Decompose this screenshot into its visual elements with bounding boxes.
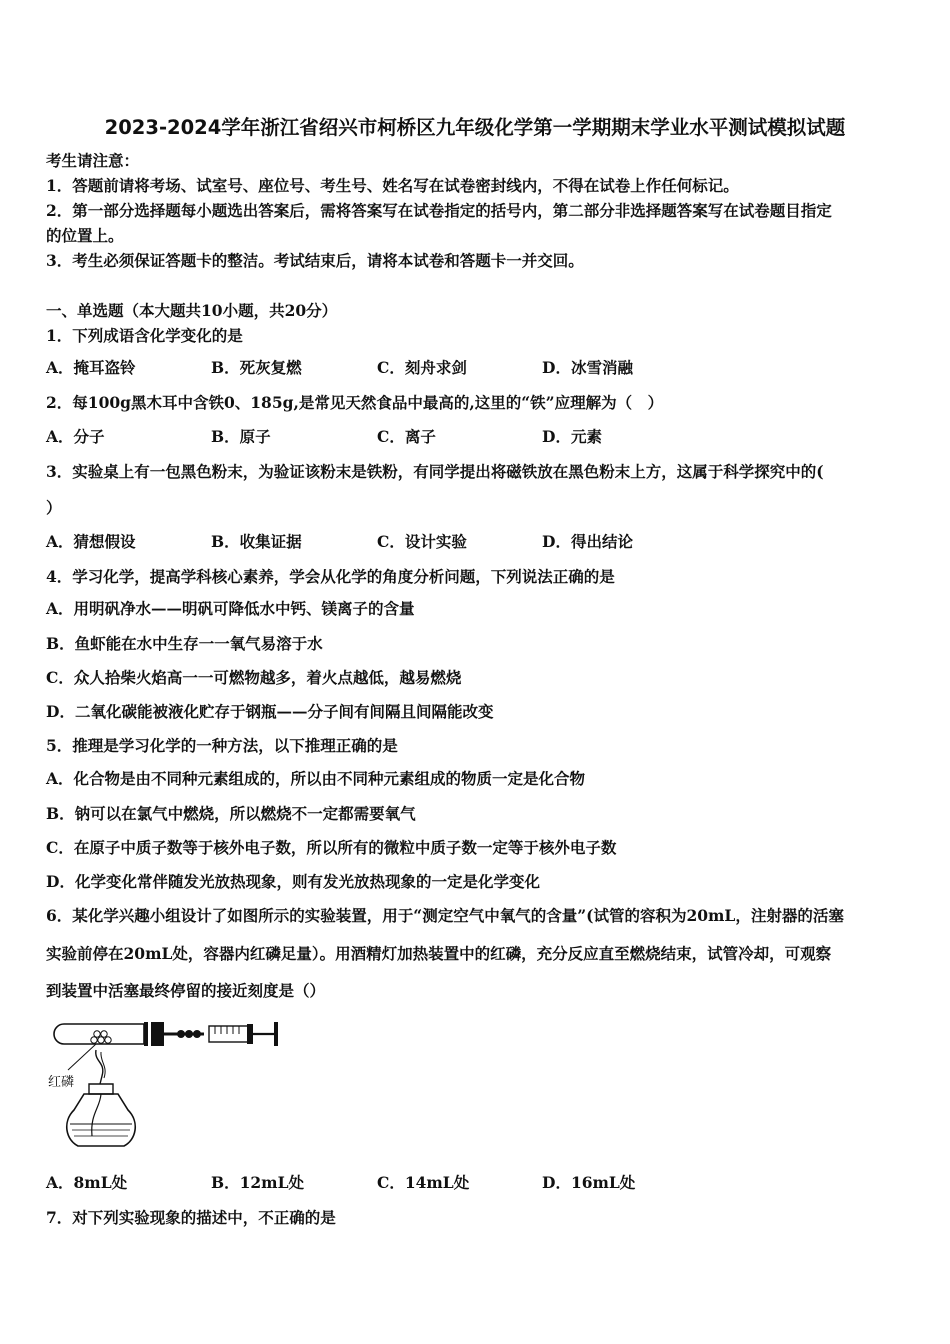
notice-item-1: 1．答题前请将考场、试室号、座位号、考生号、姓名写在试卷密封线内，不得在试卷上作任何标记。: [46, 176, 739, 195]
q4-option-b[interactable]: B．鱼虾能在水中生存一一氧气易溶于水: [46, 634, 323, 653]
question-1-options: [46, 357, 866, 379]
q5-option-d[interactable]: D．化学变化常伴随发光放热现象，则有发光放热现象的一定是化学变化: [46, 872, 540, 891]
phosphorus-blob: [105, 1037, 111, 1043]
notice-heading: 考生请注意：: [46, 151, 140, 170]
q6-option-d[interactable]: D．16mL处: [542, 1173, 636, 1192]
question-6-options: [46, 1172, 866, 1194]
q4-option-a[interactable]: A．用明矾净水——明矾可降低水中钙、镁离子的含量: [46, 599, 415, 618]
q2-option-d[interactable]: D．元素: [542, 427, 602, 446]
q6-option-a[interactable]: A．8mL处: [46, 1173, 128, 1192]
q3-option-b[interactable]: B．收集证据: [211, 532, 302, 551]
apparatus-drawing: [44, 1014, 294, 1154]
q5-option-b[interactable]: B．钠可以在氯气中燃烧，所以燃烧不一定都需要氧气: [46, 804, 416, 823]
q3-option-a[interactable]: A．猜想假设: [46, 532, 136, 551]
question-6-stem-line-3: 到装置中活塞最终停留的接近刻度是（）: [46, 981, 326, 1000]
question-5-stem: 5．推理是学习化学的一种方法，以下推理正确的是: [46, 736, 398, 755]
q3-option-c[interactable]: C．设计实验: [377, 532, 467, 551]
rubber-stopper: [144, 1022, 164, 1046]
label-leader-line: [68, 1044, 96, 1070]
question-3-stem: 3．实验桌上有一包黑色粉末，为验证该粉末是铁粉，有同学提出将磁铁放在黑色粉末上方，这属于科学探究中的(: [46, 462, 824, 481]
question-6-stem-line-1: 6．某化学兴趣小组设计了如图所示的实验装置，用于“测定空气中氧气的含量”(试管的容积为20mL，注射器的活塞: [46, 906, 844, 925]
q4-option-c[interactable]: C．众人拾柴火焰高一一可燃物越多，着火点越低，越易燃烧: [46, 668, 462, 687]
phosphorus-blob: [94, 1031, 100, 1037]
q1-option-b[interactable]: B．死灰复燃: [211, 358, 302, 377]
q5-option-c[interactable]: C．在原子中质子数等于核外电子数，所以所有的微粒中质子数一定等于核外电子数: [46, 838, 617, 857]
alcohol-lamp-body: [67, 1094, 135, 1146]
q4-option-d[interactable]: D．二氧化碳能被液化贮存于钢瓶——分子间有间隔且间隔能改变: [46, 702, 494, 721]
q2-option-b[interactable]: B．原子: [211, 427, 271, 446]
question-4-stem: 4．学习化学，提高学科核心素养，学会从化学的角度分析问题，下列说法正确的是: [46, 567, 615, 586]
q3-option-d[interactable]: D．得出结论: [542, 532, 633, 551]
question-3-stem-cont: ）: [46, 498, 62, 517]
question-2-stem: 2．每100g黑木耳中含铁0、185g,是常见天然食品中最高的,这里的“铁”应理解为（ ）: [46, 393, 664, 412]
question-1-stem: 1．下列成语含化学变化的是: [46, 326, 243, 345]
page-title: 2023-2024学年浙江省绍兴市柯桥区九年级化学第一学期期末学业水平测试模拟试题: [104, 116, 846, 139]
question-6-stem-line-2: 实验前停在20mL处，容器内红磷足量）。用酒精灯加热装置中的红磷，充分反应直至燃烧结束，试管冷却，可观察: [46, 944, 832, 963]
q2-option-a[interactable]: A．分子: [46, 427, 105, 446]
q1-option-a[interactable]: A．掩耳盗铃: [46, 358, 136, 377]
question-2-options: [46, 426, 866, 448]
q1-option-d[interactable]: D．冰雪消融: [542, 358, 633, 377]
q6-option-c[interactable]: C．14mL处: [377, 1173, 470, 1192]
notice-item-2: 2．第一部分选择题每小题选出答案后，需将答案写在试卷指定的括号内，第二部分非选择题答案写在试卷题目指定: [46, 201, 832, 220]
notice-item-3: 3．考生必须保证答题卡的整洁。考试结束后，请将本试卷和答题卡一并交回。: [46, 251, 584, 270]
notice-item-2-cont: 的位置上。: [46, 226, 124, 245]
lamp-cap: [89, 1084, 113, 1094]
q5-option-a[interactable]: A．化合物是由不同种元素组成的，所以由不同种元素组成的物质一定是化合物: [46, 769, 586, 788]
q2-option-c[interactable]: C．离子: [377, 427, 436, 446]
question-3-options: [46, 531, 866, 553]
phosphorus-blob: [91, 1037, 97, 1043]
phosphorus-blob: [101, 1031, 107, 1037]
clamp: [177, 1030, 185, 1038]
syringe-thumb-rest: [274, 1022, 278, 1046]
q1-option-c[interactable]: C．刻舟求剑: [377, 358, 467, 377]
experiment-apparatus-figure: [44, 1014, 294, 1154]
phosphorus-blob: [98, 1037, 104, 1043]
question-7-stem: 7．对下列实验现象的描述中，不正确的是: [46, 1208, 336, 1227]
section-heading: 一、单选题（本大题共10小题，共20分）: [46, 301, 338, 320]
flame: [96, 1050, 103, 1084]
figure-label-red-phosphorus: 红磷: [48, 1075, 75, 1090]
q6-option-b[interactable]: B．12mL处: [211, 1173, 304, 1192]
